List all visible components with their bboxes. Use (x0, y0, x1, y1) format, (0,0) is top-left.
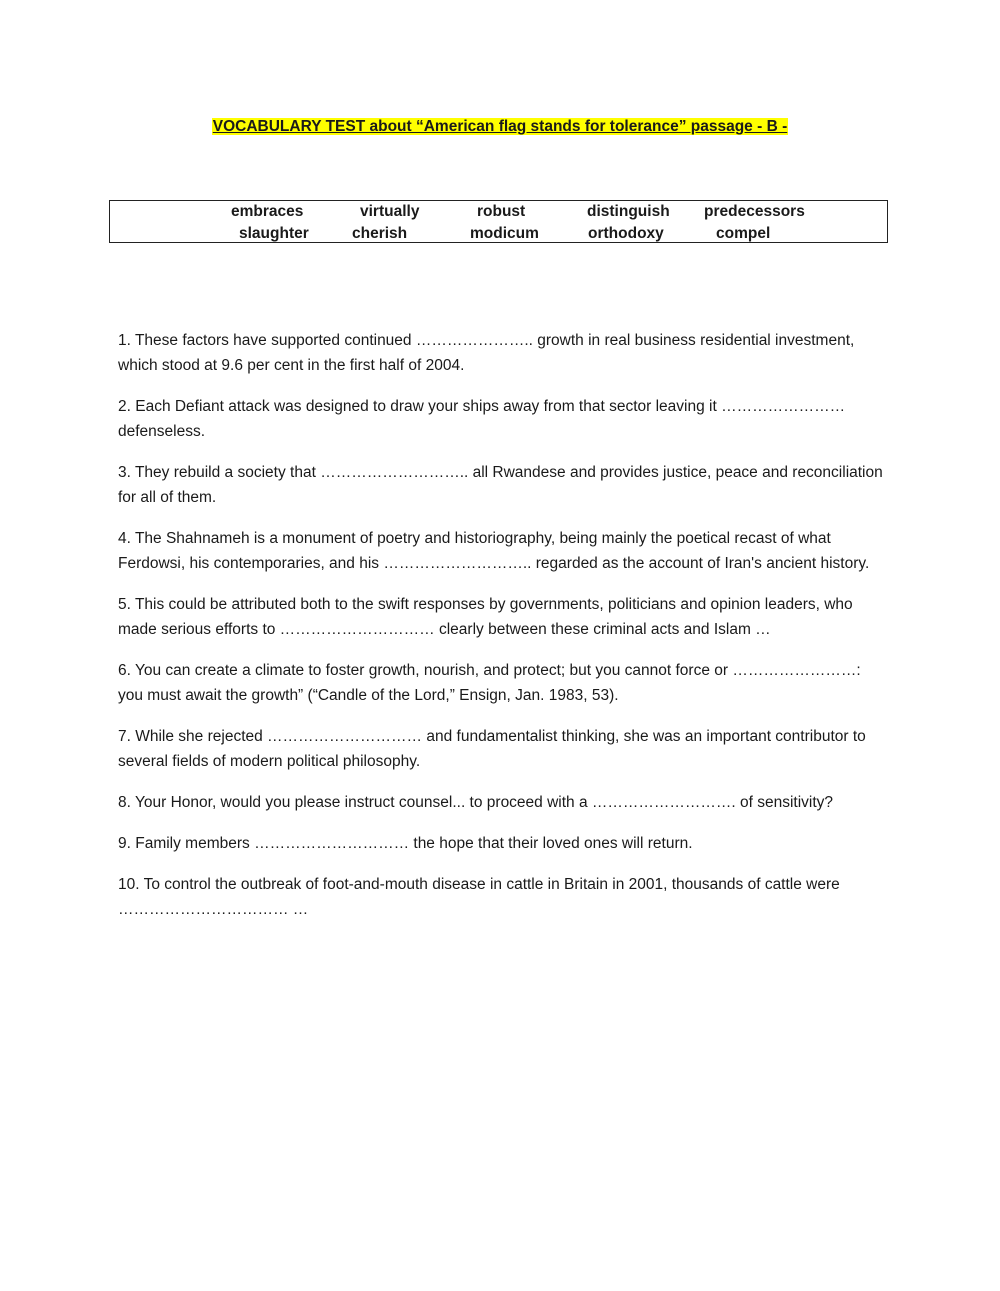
word-bank-word: virtually (360, 203, 420, 220)
word-bank-word: predecessors (704, 203, 805, 220)
question-item: 1. These factors have supported continued ………………….. growth in real business residential investment, which stood at 9.6 per cent in the first half of 2004. (118, 332, 855, 374)
word-bank-word: modicum (470, 225, 539, 242)
question-list (118, 328, 886, 938)
question-item: 4. The Shahnameh is a monument of poetry and historiography, being mainly the poetical recast of what Ferdowsi, his contemporaries, and his ……………………….. regarded as the account of Iran's ancient history. (118, 530, 870, 572)
question-item: 10. To control the outbreak of foot-and-mouth disease in cattle in Britain in 2001, thousands of cattle were …………………………… … (118, 876, 840, 918)
page-title (0, 118, 1000, 136)
word-bank-word: orthodoxy (588, 225, 664, 242)
question-item: 5. This could be attributed both to the swift responses by governments, politicians and opinion leaders, who made serious efforts to ………………………… clearly between these criminal acts and Islam … (118, 596, 853, 638)
word-bank-word: distinguish (587, 203, 670, 220)
question-item: 8. Your Honor, would you please instruct counsel... to proceed with a ………………………. of sensitivity? (118, 794, 834, 811)
word-bank-word: robust (477, 203, 526, 220)
word-bank-word: compel (716, 225, 771, 242)
page-title-text: VOCABULARY TEST about “American flag stands for tolerance” passage - B - (212, 118, 788, 135)
word-bank-word: embraces (231, 203, 304, 220)
word-bank (109, 200, 888, 243)
question-item: 9. Family members ………………………… the hope that their loved ones will return. (118, 835, 693, 852)
question-item: 3. They rebuild a society that ……………………….. all Rwandese and provides justice, peace and reconciliation for all of them. (118, 464, 883, 506)
question-item: 6. You can create a climate to foster growth, nourish, and protect; but you cannot force or ……………………: you must await the growth” (“Candle of the Lord,” Ensign, Jan. 1983, 53). (118, 662, 861, 704)
word-bank-word: cherish (352, 225, 408, 242)
word-bank-word: slaughter (239, 225, 309, 242)
question-item: 2. Each Defiant attack was designed to draw your ships away from that sector leaving it …………………… defenseless. (118, 398, 846, 440)
question-item: 7. While she rejected ………………………… and fundamentalist thinking, she was an important contributor to several fields of modern political philosophy. (118, 728, 866, 770)
